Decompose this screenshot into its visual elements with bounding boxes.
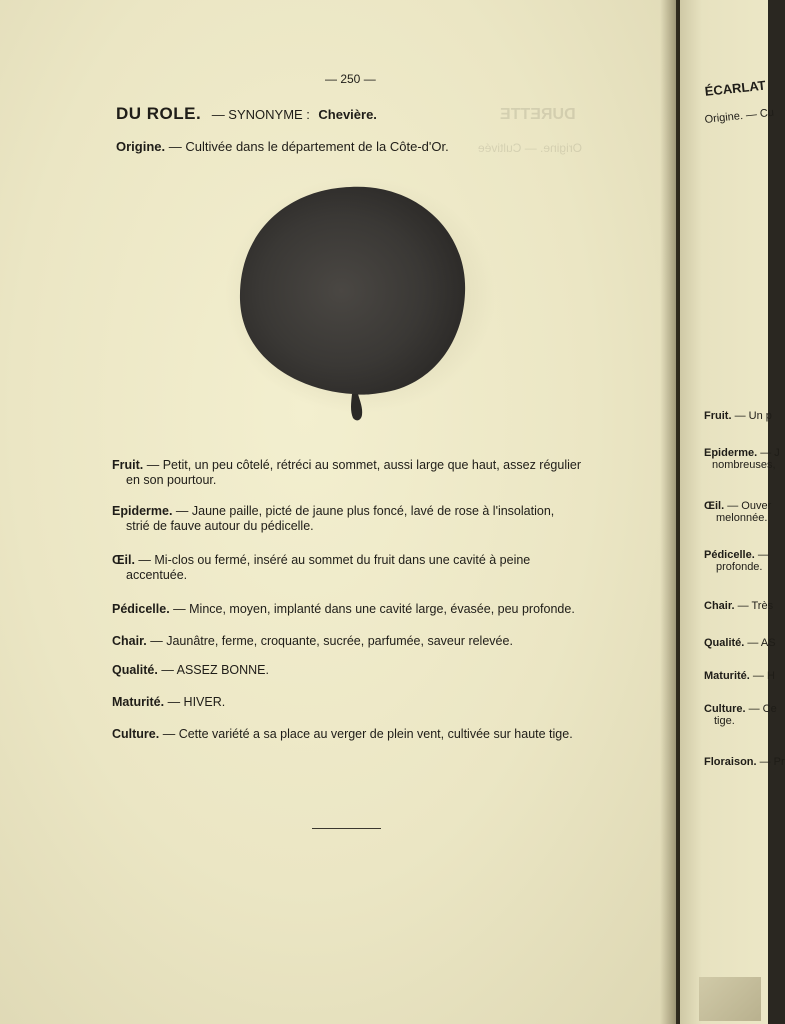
right-entry-maturite: Maturité. — H [704,670,775,682]
description-maturite [112,695,588,710]
apple-illustration [220,175,500,440]
right-page-title: ÉCARLAT [704,77,767,99]
epiderme-label: Epiderme. [112,504,173,518]
right-entry-floraison: Floraison. — Pr [704,756,785,768]
fruit-label: Fruit. [112,458,144,472]
right-entry-chair: Chair. — Très [704,600,774,612]
maturite-text: — HIVER. [167,695,226,709]
description-culture [112,727,588,742]
maturite-label: Maturité. [112,695,165,709]
pedicelle-label: Pédicelle. [112,602,170,616]
description-fruit [112,458,588,488]
oeil-text: — Mi-clos ou fermé, inséré au sommet du fruit dans une cavité à peine [138,553,531,567]
chair-label: Chair. [112,634,147,648]
synonym-name: Chevière. [318,107,377,122]
description-epiderme [112,504,588,534]
right-entry-pedicelle: Pédicelle. — profonde. [704,549,769,573]
closing-rule [312,828,381,829]
right-entry-qualite: Qualité. — AS [704,637,776,649]
variety-title [116,104,377,124]
synonym-prefix: — SYNONYME : [211,107,310,122]
description-oeil [112,553,588,583]
origin-text: — Cultivée dans le département de la Côte-d'Or. [168,139,449,154]
origin-label: Origine. [116,139,166,154]
right-entry-epiderme: Epiderme. — J nombreuses, [704,447,780,471]
apple-body [240,187,465,395]
right-page-origin: Origine. — Cu [704,106,775,126]
chair-text: — Jaunâtre, ferme, croquante, sucrée, parfumée, saveur relevée. [150,634,513,648]
qualite-text: — ASSEZ BONNE. [161,663,269,677]
culture-label: Culture. [112,727,160,741]
qualite-label: Qualité. [112,663,158,677]
fruit-text: — Petit, un peu côtelé, rétréci au sommet, aussi large que haut, assez régulier [146,458,581,472]
bleed-through-origin: Origine. — Cultivée [478,141,583,155]
page-number: — 250 — [325,72,376,86]
right-entry-fruit: Fruit. — Un p [704,410,772,422]
bleed-through-title: DURETTE [500,106,576,123]
corner-thumbnail [699,977,761,1021]
description-qualite [112,663,588,678]
right-entry-culture: Culture. — Ce tige. [704,703,777,727]
origin-line [116,139,449,154]
oeil-label: Œil. [112,553,135,567]
pedicelle-text: — Mince, moyen, implanté dans une cavité large, évasée, peu profonde. [173,602,575,616]
right-page [680,0,785,1024]
right-entry-oeil: Œil. — Ouver melonnée. [704,500,772,524]
variety-name: DU ROLE. [116,104,202,123]
description-chair [112,634,588,649]
epiderme-text-continued: strié de fauve autour du pédicelle. [126,519,314,533]
fruit-text-continued: en son pourtour. [126,473,217,487]
oeil-text-continued: accentuée. [126,568,188,582]
description-pedicelle [112,602,588,617]
epiderme-text: — Jaune paille, picté de jaune plus foncé, lavé de rose à l'insolation, [175,504,555,518]
culture-text: — Cette variété a sa place au verger de plein vent, cultivée sur haute tige. [162,727,573,741]
